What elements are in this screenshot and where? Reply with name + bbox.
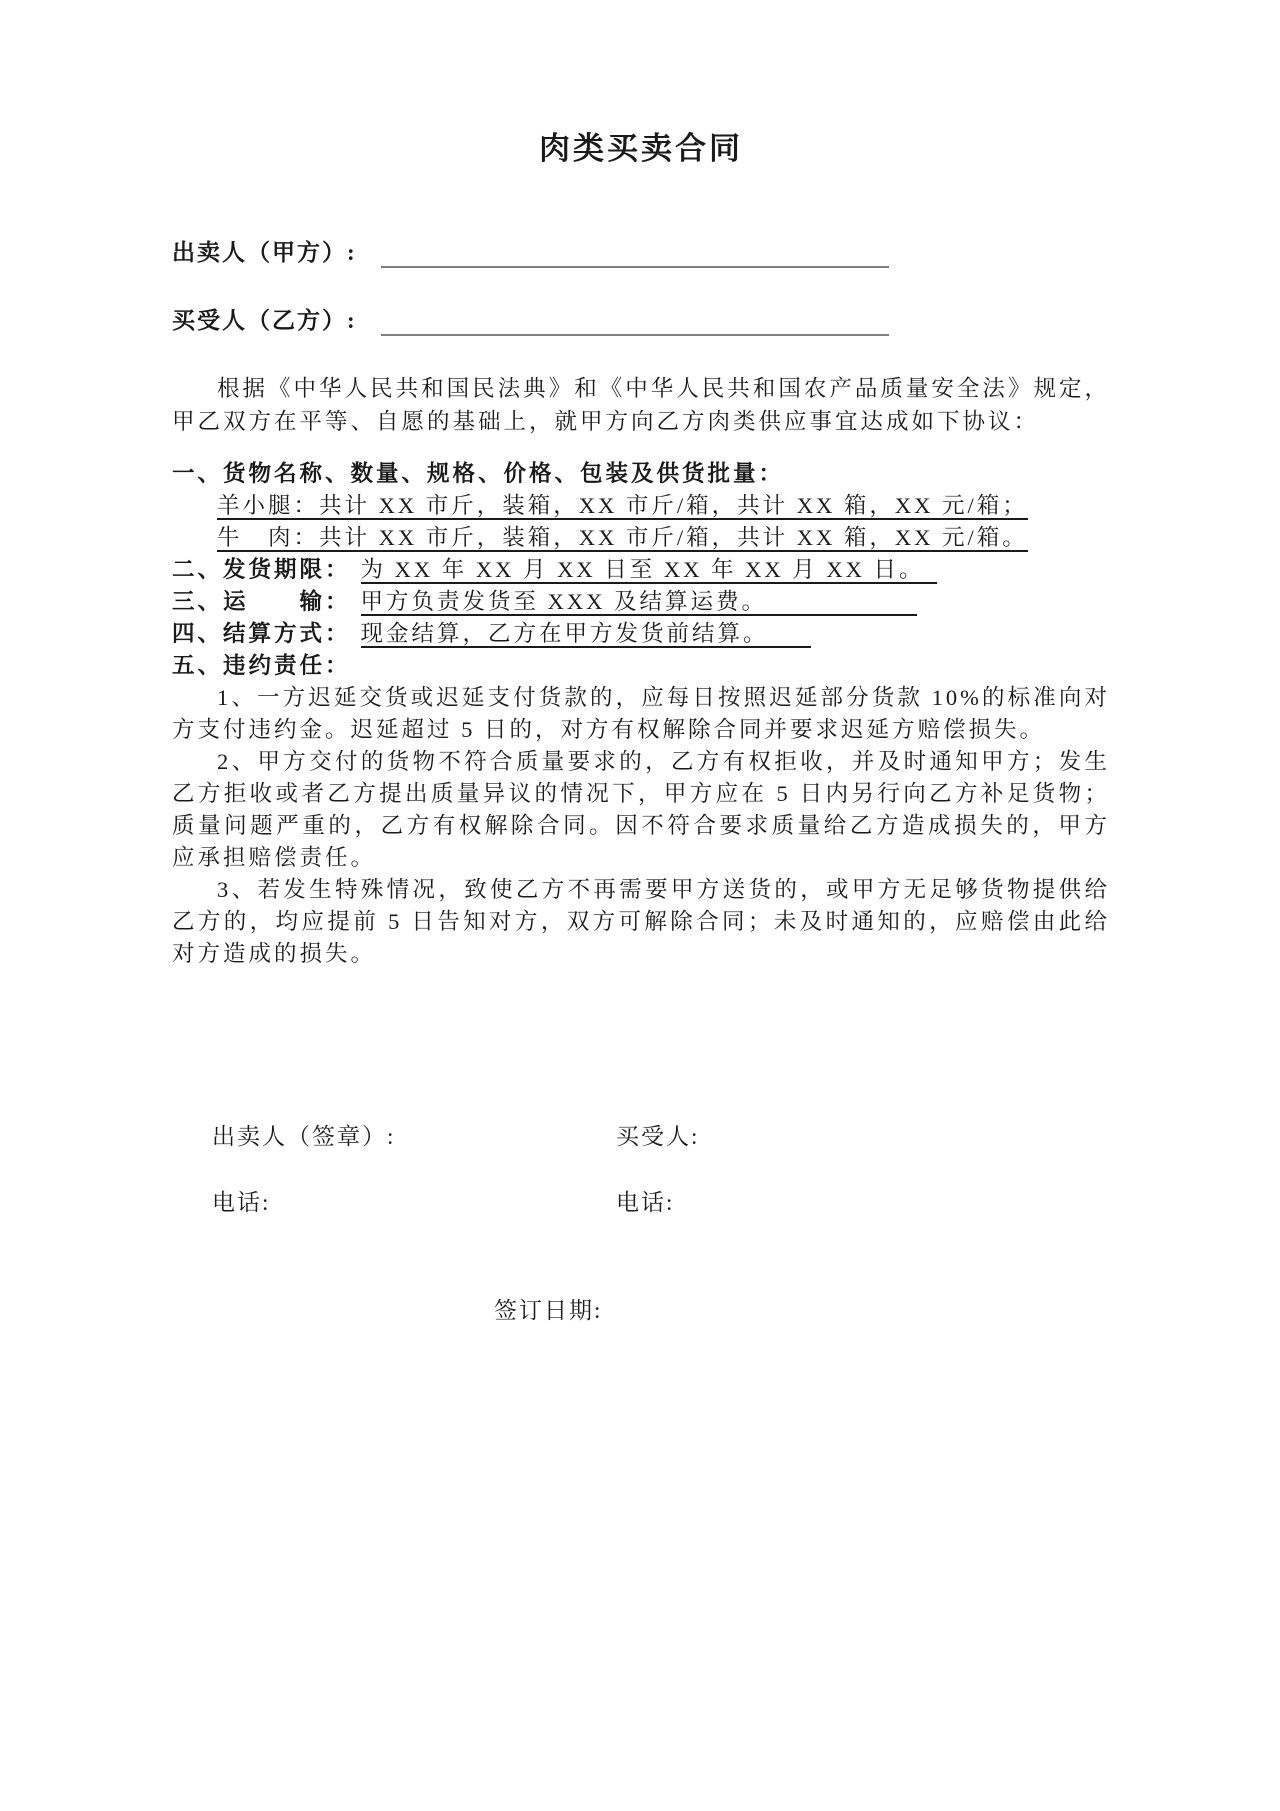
- clause-goods-title: 货物名称、数量、规格、价格、包装及供货批量：: [223, 461, 785, 486]
- clause-goods-number: 一、: [172, 461, 224, 486]
- seller-party-row: [172, 238, 1110, 268]
- seller-name-line: [381, 238, 889, 268]
- date-row: [172, 1296, 1110, 1326]
- liability-item-2: 2、甲方交付的货物不符合质量要求的，乙方有权拒收，并及时通知甲方；发生乙方拒收或者乙方提出质量异议的情况下，甲方应在 5 日内另行向乙方补足货物；质量问题严重的，乙方有权解除合同。因不符合要求质量给乙方造成损失的，甲方应承担赔偿责任。: [172, 749, 1110, 870]
- clause-liability-label: 违约责任：: [223, 653, 351, 678]
- clause-delivery-number: 二、: [172, 557, 224, 582]
- clause-list: [172, 458, 1110, 970]
- clause-delivery: [172, 554, 1110, 586]
- preamble-paragraph: 根据《中华人民共和国民法典》和《中华人民共和国农产品质量安全法》规定，甲乙双方在平等、自愿的基础上，就甲方向乙方肉类供应事宜达成如下协议：: [172, 376, 1110, 434]
- clause-delivery-value: 为 XX 年 XX 月 XX 日至 XX 年 XX 月 XX 日。: [361, 557, 937, 584]
- phone-row: [172, 1188, 1110, 1218]
- goods-line-beef: 牛 肉：共计 XX 市斤，装箱，XX 市斤/箱，共计 XX 箱，XX 元/箱。: [217, 525, 1028, 550]
- seller-party-label: 出卖人（甲方）:: [172, 240, 357, 265]
- clause-delivery-label: 发货期限：: [223, 557, 351, 582]
- clause-transport-value: 甲方负责发货至 XXX 及结算运费。: [361, 589, 918, 616]
- document-title: 肉类买卖合同: [539, 131, 743, 166]
- buyer-party-label: 买受人（乙方）:: [172, 308, 357, 333]
- clause-transport-number: 三、: [172, 589, 224, 614]
- clause-transport: [172, 586, 1110, 618]
- clause-transport-label: 运 输：: [223, 589, 351, 614]
- liability-item-1: 1、一方迟延交货或迟延支付货款的，应每日按照迟延部分货款 10%的标准向对方支付违约金。迟延超过 5 日的，对方有权解除合同并要求迟延方赔偿损失。: [172, 685, 1110, 742]
- clause-settlement-label: 结算方式：: [223, 621, 351, 646]
- clause-goods-heading: [172, 458, 1110, 490]
- clause-liability-heading: [172, 650, 1110, 682]
- goods-line-lamb: 羊小腿：共计 XX 市斤，装箱，XX 市斤/箱，共计 XX 箱，XX 元/箱；: [217, 493, 1028, 518]
- buyer-party-row: [172, 306, 1110, 336]
- clause-settlement-value: 现金结算，乙方在甲方发货前结算。: [361, 621, 811, 648]
- seller-phone-label: 电话:: [212, 1190, 271, 1215]
- liability-item-3: 3、若发生特殊情况，致使乙方不再需要甲方送货的，或甲方无足够货物提供给乙方的，均应提前 5 日告知对方，双方可解除合同；未及时通知的，应赔偿由此给对方造成的损失。: [172, 877, 1110, 966]
- buyer-phone-label: 电话:: [616, 1190, 675, 1215]
- buyer-signature-label: 买受人:: [616, 1124, 700, 1149]
- signature-row: [172, 1122, 1110, 1152]
- seller-signature-label: 出卖人（签章）:: [212, 1124, 396, 1149]
- clause-settlement-number: 四、: [172, 621, 224, 646]
- clause-liability-number: 五、: [172, 653, 224, 678]
- sign-date-label: 签订日期:: [494, 1298, 603, 1323]
- clause-settlement: [172, 618, 1110, 650]
- buyer-name-line: [381, 306, 889, 336]
